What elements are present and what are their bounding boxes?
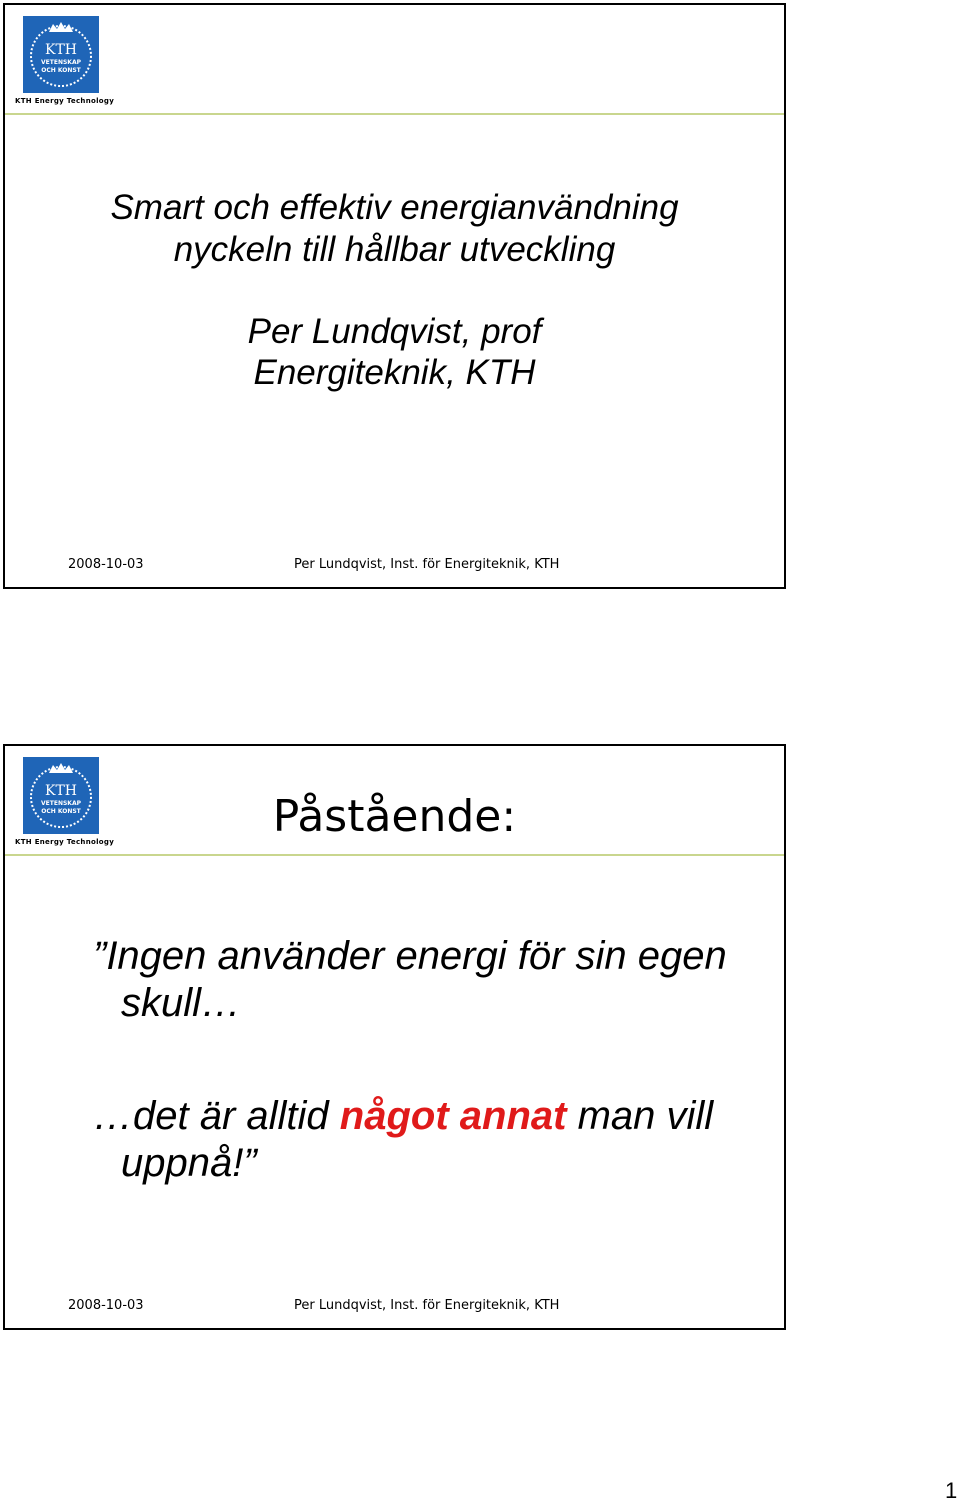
logo-badge-line1: KTH xyxy=(44,42,78,58)
statement2-prefix: …det är alltid xyxy=(93,1094,340,1138)
slide-title xyxy=(5,187,784,271)
statement2-highlight: något annat xyxy=(339,1094,567,1138)
slide-title-line1: Smart och effektiv energianvändning xyxy=(110,188,679,227)
logo-badge-line1: KTH xyxy=(44,783,78,799)
logo-badge-line3: OCH KONST xyxy=(41,67,81,74)
footer-date: 2008-10-03 xyxy=(68,557,144,572)
page-number: 1 xyxy=(945,1478,958,1503)
logo-badge-line2: VETENSKAP xyxy=(41,59,81,66)
statement-line2: skull… xyxy=(121,981,242,1025)
header-divider xyxy=(5,113,784,115)
slide-1 xyxy=(3,3,786,589)
header-divider xyxy=(5,854,784,856)
slide-heading: Påstående: xyxy=(272,791,517,842)
statement2-line2: uppnå!” xyxy=(121,1141,257,1185)
logo-badge-line2: VETENSKAP xyxy=(41,800,81,807)
slide-title-line2: nyckeln till hållbar utveckling xyxy=(173,230,616,269)
logo-caption: KTH Energy Technology xyxy=(15,838,115,846)
statement-line1: ”Ingen använder energi för sin egen xyxy=(93,934,727,978)
kth-logo-icon xyxy=(23,16,99,93)
footer-date: 2008-10-03 xyxy=(68,1298,144,1313)
statement-quote xyxy=(93,933,753,1027)
slide-2 xyxy=(3,744,786,1330)
logo-badge-line3: OCH KONST xyxy=(41,808,81,815)
slide-author-line1: Per Lundqvist, prof xyxy=(247,312,542,351)
footer-author: Per Lundqvist, Inst. för Energiteknik, KTH xyxy=(294,557,560,572)
slide-author-line2: Energiteknik, KTH xyxy=(253,353,536,392)
slide-author xyxy=(5,311,784,393)
footer-author: Per Lundqvist, Inst. för Energiteknik, KTH xyxy=(294,1298,560,1313)
logo-caption: KTH Energy Technology xyxy=(15,97,115,105)
statement2-suffix: man vill xyxy=(566,1094,714,1138)
statement-quote-2 xyxy=(93,1093,753,1187)
statement2-line1 xyxy=(93,1093,753,1140)
